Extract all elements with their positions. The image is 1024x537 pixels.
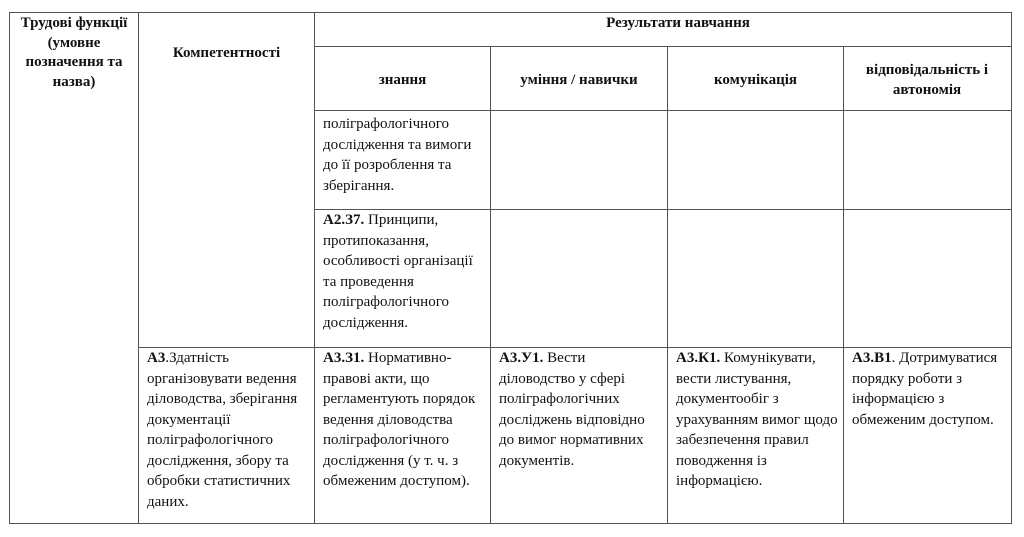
table-border-top [9,12,1012,13]
row2-knowledge-text: Принципи, протипоказання, особливості організації та проведення поліграфологічного дослідження. [323,212,473,331]
row2-knowledge-cell [315,210,487,333]
row3-skills-text: Вести діловодство у сфері поліграфологічних досліджень відповідно до вимог нормативних документів. [499,350,645,469]
header-knowledge: знання [378,72,427,88]
table-border-bottom [9,523,1012,524]
header-communication: комунікація [713,72,798,88]
row3-competence-code: А3 [147,350,166,366]
row3-competence-text: .Здатність організовувати ведення діловодства, зберігання документації поліграфологічного дослідження, збору та обробки статистичних даних. [147,350,298,510]
row3-communication-text: Комунікувати, вести листування, документообіг з урахуванням вимог щодо забезпечення правил поводження із інформацією. [676,350,838,489]
table-border-right [1011,12,1012,524]
header-responsibility: відповідальність і автономія [865,62,989,98]
row3-responsibility-text: . Дотримуватися порядку роботи з інформацією з обмеженим доступом. [852,350,998,428]
table-border-left [9,12,10,524]
row1-knowledge-cell [315,114,487,196]
row3-communication-code: А3.К1. [676,350,721,366]
row3-competence-cell [139,348,311,512]
header-competences: Компетентності [172,45,281,61]
header-learning-outcomes: Результати навчання [606,15,750,31]
row1-knowledge-text: поліграфологічного дослідження та вимоги до її розроблення та зберігання. [323,116,472,194]
row3-communication-cell [668,348,842,492]
row3-knowledge-text: Нормативно-правові акти, що регламентують порядок ведення діловодства поліграфологічного дослідження (у т. ч. з обмеженим доступом). [323,350,476,489]
row3-skills-code: А3.У1. [499,350,544,366]
row3-knowledge-cell [315,348,489,492]
row3-responsibility-code: А3.В1 [852,350,892,366]
row-divider-header [314,110,1012,111]
row2-knowledge-code: А2.З7. [323,212,365,228]
row-divider-group [314,46,1012,47]
row3-responsibility-cell [844,348,1004,430]
row3-skills-cell [491,348,665,471]
header-labor-functions: Трудові функції (умовне позначення та назва) [20,15,128,90]
header-skills: уміння / навички [520,72,638,88]
row3-knowledge-code: А3.З1. [323,350,365,366]
col-divider-5 [843,46,844,524]
